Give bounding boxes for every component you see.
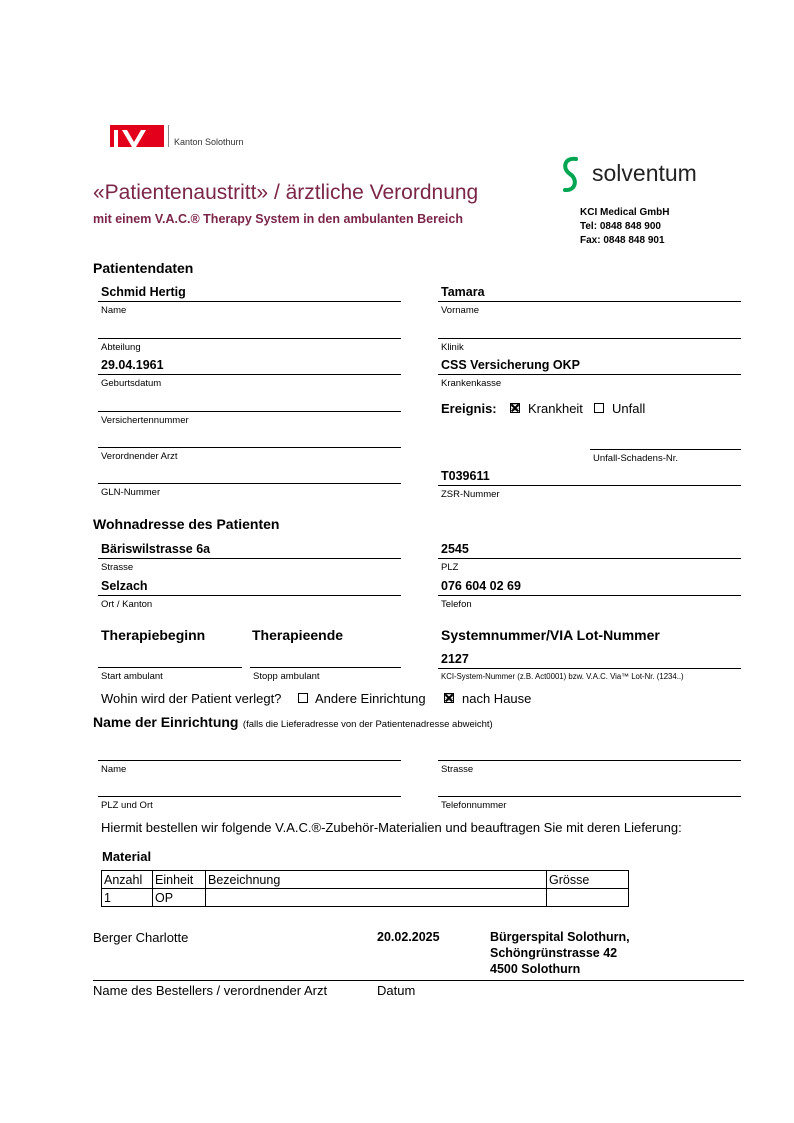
solventum-logo bbox=[556, 155, 706, 195]
section-patientendaten: Patientendaten bbox=[93, 260, 194, 276]
ort-field[interactable] bbox=[98, 595, 401, 596]
geburtsdatum-label: Geburtsdatum bbox=[101, 378, 162, 389]
einrichtung-name-label: Name bbox=[101, 764, 127, 775]
plz-value: 2545 bbox=[441, 542, 469, 556]
patient-vorname-label: Vorname bbox=[441, 305, 480, 316]
plz-label: PLZ bbox=[441, 562, 459, 573]
company-tel: Tel: 0848 848 900 bbox=[580, 221, 661, 232]
systemnummer-label: KCI-System-Nummer (z.B. Act0001) bzw. V.A.C. Via™ Lot-Nr. (1234..) bbox=[441, 672, 684, 681]
form-subtitle: mit einem V.A.C.® Therapy System in den ambulanten Bereich bbox=[93, 212, 463, 226]
zsr-field[interactable] bbox=[438, 485, 741, 486]
solventum-logo-text: solventum bbox=[592, 160, 697, 186]
order-intro: Hiermit bestellen wir folgende V.A.C.®-Zubehör-Materialien und beauftragen Sie mit deren Lieferung: bbox=[101, 820, 682, 835]
andere-einrichtung-label: Andere Einrichtung bbox=[315, 691, 426, 706]
krankenkasse-field[interactable] bbox=[438, 374, 741, 375]
col-bezeichnung: Bezeichnung bbox=[206, 871, 547, 889]
logo-divider bbox=[168, 125, 169, 147]
ereignis-label: Ereignis: bbox=[441, 401, 497, 416]
klinik-field[interactable] bbox=[438, 338, 741, 339]
table-row[interactable] bbox=[102, 889, 629, 907]
ort-value: Selzach bbox=[101, 579, 148, 593]
section-wohnadresse: Wohnadresse des Patienten bbox=[93, 516, 280, 532]
abteilung-field[interactable] bbox=[98, 338, 401, 339]
unfall-checkbox[interactable] bbox=[594, 403, 604, 413]
einrichtung-telefon-field[interactable] bbox=[438, 796, 741, 797]
strasse-label: Strasse bbox=[101, 562, 134, 573]
datum-label: Datum bbox=[377, 983, 416, 998]
verordnender-arzt-field[interactable] bbox=[98, 447, 401, 448]
stopp-ambulant-field[interactable] bbox=[250, 667, 401, 668]
einrichtung-plz-ort-label: PLZ und Ort bbox=[101, 800, 153, 811]
therapieende-title: Therapieende bbox=[252, 627, 344, 643]
zsr-label: ZSR-Nummer bbox=[441, 489, 500, 500]
gln-field[interactable] bbox=[98, 483, 401, 484]
strasse-field[interactable] bbox=[98, 558, 401, 559]
patient-vorname-value: Tamara bbox=[441, 285, 485, 299]
cell-anzahl[interactable]: 1 bbox=[102, 889, 153, 907]
klinik-label: Klinik bbox=[441, 342, 464, 353]
cell-bezeichnung[interactable] bbox=[206, 889, 547, 907]
start-ambulant-field[interactable] bbox=[98, 667, 242, 668]
einrichtung-title: Name der Einrichtung bbox=[93, 714, 239, 730]
stopp-ambulant-label: Stopp ambulant bbox=[253, 671, 320, 682]
einrichtung-strasse-field[interactable] bbox=[438, 760, 741, 761]
unfall-schadens-nr-field[interactable] bbox=[590, 449, 741, 450]
nach-hause-label: nach Hause bbox=[462, 691, 532, 706]
besteller-address-line3: 4500 Solothurn bbox=[490, 962, 581, 976]
solventum-logo-mark bbox=[556, 155, 586, 195]
datum-value: 20.02.2025 bbox=[377, 930, 440, 944]
patient-name-field[interactable] bbox=[98, 301, 401, 302]
geburtsdatum-value: 29.04.1961 bbox=[101, 358, 164, 372]
patient-name-value: Schmid Hertig bbox=[101, 285, 186, 299]
krankenkasse-label: Krankenkasse bbox=[441, 378, 502, 389]
wohin-label: Wohin wird der Patient verlegt? bbox=[101, 691, 282, 706]
material-table bbox=[101, 870, 629, 907]
systemnummer-title: Systemnummer/VIA Lot-Nummer bbox=[441, 627, 660, 643]
telefon-value: 076 604 02 69 bbox=[441, 579, 521, 593]
geburtsdatum-field[interactable] bbox=[98, 374, 401, 375]
einrichtung-plz-ort-field[interactable] bbox=[98, 796, 401, 797]
therapiebeginn-title: Therapiebeginn bbox=[101, 627, 206, 643]
besteller-name-label: Name des Bestellers / verordnender Arzt bbox=[93, 983, 328, 998]
einrichtung-strasse-label: Strasse bbox=[441, 764, 474, 775]
unfall-schadens-nr-label: Unfall-Schadens-Nr. bbox=[593, 453, 679, 464]
col-einheit: Einheit bbox=[153, 871, 206, 889]
krankheit-checkbox[interactable] bbox=[510, 403, 520, 413]
besteller-name-value: Berger Charlotte bbox=[93, 930, 189, 945]
material-title: Material bbox=[102, 849, 152, 864]
unfall-label: Unfall bbox=[612, 401, 646, 416]
versichertennummer-label: Versichertennummer bbox=[101, 415, 189, 426]
versichertennummer-field[interactable] bbox=[98, 411, 401, 412]
col-anzahl: Anzahl bbox=[102, 871, 153, 889]
krankenkasse-value: CSS Versicherung OKP bbox=[441, 358, 580, 372]
col-groesse: Grösse bbox=[547, 871, 629, 889]
zsr-value: T039611 bbox=[441, 469, 490, 483]
telefon-field[interactable] bbox=[438, 595, 741, 596]
nach-hause-checkbox[interactable] bbox=[444, 693, 454, 703]
systemnummer-value: 2127 bbox=[441, 652, 469, 666]
einrichtung-note: (falls die Lieferadresse von der Patientenadresse abweicht) bbox=[242, 719, 493, 730]
einrichtung-telefon-label: Telefonnummer bbox=[441, 800, 507, 811]
plz-field[interactable] bbox=[438, 558, 741, 559]
einrichtung-name-field[interactable] bbox=[98, 760, 401, 761]
cell-einheit[interactable]: OP bbox=[153, 889, 206, 907]
kanton-logo bbox=[110, 125, 270, 151]
cell-groesse[interactable] bbox=[547, 889, 629, 907]
gln-label: GLN-Nummer bbox=[101, 487, 161, 498]
strasse-value: Bäriswilstrasse 6a bbox=[101, 542, 211, 556]
signature-line[interactable] bbox=[93, 980, 744, 981]
besteller-address-line1: Bürgerspital Solothurn, bbox=[490, 930, 630, 944]
section-einrichtung bbox=[93, 714, 493, 732]
ort-label: Ort / Kanton bbox=[101, 599, 153, 610]
kanton-logo-text: Kanton Solothurn bbox=[174, 137, 244, 147]
besteller-address-line2: Schöngrünstrasse 42 bbox=[490, 946, 618, 960]
patient-vorname-field[interactable] bbox=[438, 301, 741, 302]
systemnummer-field[interactable] bbox=[438, 668, 741, 669]
patient-name-label: Name bbox=[101, 305, 127, 316]
company-name: KCI Medical GmbH bbox=[580, 207, 670, 218]
abteilung-label: Abteilung bbox=[101, 342, 141, 353]
start-ambulant-label: Start ambulant bbox=[101, 671, 163, 682]
kanton-logo-mark bbox=[110, 125, 164, 147]
material-table-header bbox=[102, 871, 629, 889]
verordnender-arzt-label: Verordnender Arzt bbox=[101, 451, 178, 462]
krankheit-label: Krankheit bbox=[528, 401, 583, 416]
andere-einrichtung-checkbox[interactable] bbox=[298, 693, 308, 703]
company-fax: Fax: 0848 848 901 bbox=[580, 235, 665, 246]
form-title: «Patientenaustritt» / ärztliche Verordnung bbox=[93, 181, 479, 204]
telefon-label: Telefon bbox=[441, 599, 472, 610]
